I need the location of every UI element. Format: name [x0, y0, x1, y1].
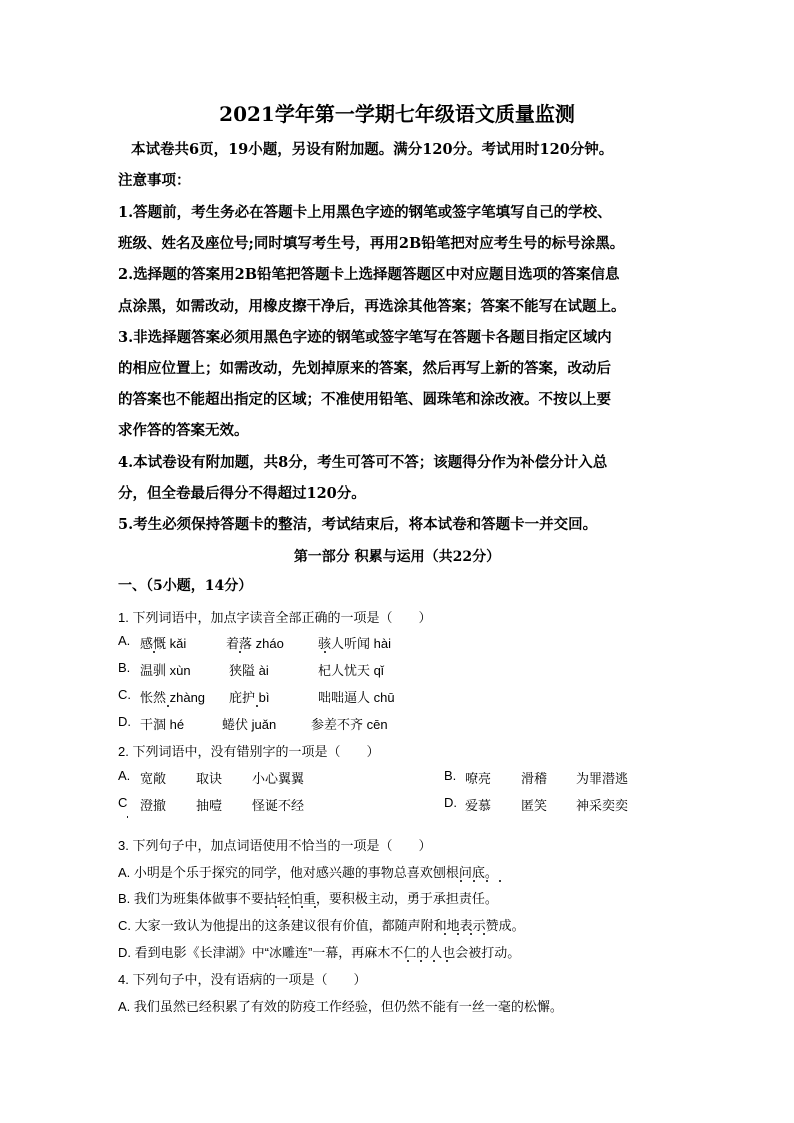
- emphasis-dot: [167, 705, 169, 707]
- notice-line: 的答案也不能超出指定的区域；不准使用铅笔、圆珠笔和涂改液。不按以上要: [118, 391, 611, 408]
- emphasis-dot: [460, 880, 462, 882]
- emphasis-dot: [446, 960, 448, 962]
- emphasis-dot: [457, 933, 459, 935]
- q2-option-item: 宽敞: [140, 771, 167, 786]
- notice-line: 的相应位置上；如需改动，先划掉原来的答案，然后再写上新的答案，改动后: [118, 360, 611, 377]
- notice-line: 3.非选择题答案必须用黑色字迹的钢笔或签字笔写在答题卡各题目指定区域内: [118, 329, 612, 346]
- q1-option-item: 骇人听闻 hài: [318, 636, 391, 651]
- emphasis-dot: [314, 906, 316, 908]
- notice-line: 点涂黑，如需改动，用橡皮擦干净后，再选涂其他答案；答案不能写在试题上。: [118, 298, 626, 315]
- q2-option-item: 取诀: [196, 771, 223, 786]
- q2-option-item: 澄撤: [140, 798, 167, 813]
- q3-option: A. 小明是个乐于探究的同学，他对感兴趣的事物总喜欢刨根问底。: [118, 865, 498, 880]
- q1-option-label: C.: [118, 687, 131, 702]
- emphasis-dot: [420, 960, 422, 962]
- q4-option: A. 我们虽然已经积累了有效的防疫工作经验，但仍然不能有一丝一毫的松懈。: [118, 999, 563, 1014]
- q1-option-label: D.: [118, 714, 131, 729]
- q2-option-item: 匿笑: [521, 798, 548, 813]
- page-title: 2021学年第一学期七年级语文质量监测: [219, 102, 575, 126]
- emphasis-dot: [473, 880, 475, 882]
- q3-option: B. 我们为班集体做事不要拈轻怕重，要积极主动，勇于承担责任。: [118, 891, 498, 906]
- question-2-stem: 2. 下列词语中，没有错别字的一项是（ ）: [118, 744, 380, 759]
- question-4-stem: 4. 下列句子中，没有语病的一项是（ ）: [118, 972, 367, 987]
- question-3-stem: 3. 下列句子中，加点词语使用不恰当的一项是（ ）: [118, 838, 432, 853]
- emphasis-dot: [444, 933, 446, 935]
- notice-line: 分，但全卷最后得分不得超过120分。: [118, 485, 366, 502]
- q2-option-item: 抽噎: [196, 798, 223, 813]
- q2-option-item: 爱慕: [465, 798, 492, 813]
- q3-option: D. 看到电影《长津湖》中“冰雕连”一幕，再麻木不仁的人也会被打动。: [118, 945, 521, 960]
- q1-option-item: 庇护 bì: [229, 690, 270, 705]
- notice-line: 5.考生必须保持答题卡的整洁，考试结束后，将本试卷和答题卡一并交回。: [118, 516, 598, 533]
- question-1-stem: 1. 下列词语中，加点字读音全部正确的一项是（ ）: [118, 610, 432, 625]
- q1-option-item: 着落 zháo: [226, 636, 284, 651]
- emphasis-dot: [433, 960, 435, 962]
- q2-option-item: 滑稽: [521, 771, 548, 786]
- notice-header: 注意事项：: [118, 172, 191, 189]
- exam-intro: 本试卷共6页，19小题，另设有附加题。满分120分。考试用时120分钟。: [131, 141, 614, 158]
- q1-option-item: 感慨 kǎi: [140, 636, 187, 651]
- notice-line: 1.答题前，考生务必在答题卡上用黑色字迹的钢笔或签字笔填写自己的学校、: [118, 204, 612, 221]
- q2-option-label: C: [118, 795, 128, 810]
- section-title: 一、（5小题，14分）: [118, 578, 253, 594]
- q1-option-item: 咄咄逼人 chū: [318, 690, 395, 705]
- part-title: 第一部分 积累与运用（共22分）: [293, 549, 501, 565]
- emphasis-dot: [288, 906, 290, 908]
- q1-option-item: 参差不齐 cēn: [311, 717, 388, 732]
- emphasis-dot: [407, 960, 409, 962]
- q1-option-label: A.: [118, 633, 131, 648]
- q2-option-item: 嘹亮: [465, 771, 492, 786]
- emphasis-dot: [256, 705, 258, 707]
- emphasis-dot: [301, 906, 303, 908]
- notice-line: 4.本试卷设有附加题，共8分，考生可答可不答；该题得分作为补偿分计入总: [118, 454, 608, 471]
- q1-option-item: 温驯 xùn: [140, 663, 191, 678]
- q1-option-item: 狭隘 ài: [229, 663, 269, 678]
- q2-option-label: A.: [118, 768, 131, 783]
- emphasis-dot: [324, 651, 326, 653]
- q2-option-item: 为罪潜逃: [576, 771, 629, 786]
- q1-option-item: 蜷伏 juǎn: [222, 717, 277, 732]
- q2-option-item: 小心翼翼: [252, 771, 305, 786]
- emphasis-dot: [486, 880, 488, 882]
- notice-line: 求作答的答案无效。: [118, 422, 249, 439]
- q2-option-label: B.: [444, 768, 457, 783]
- notice-line: 2.选择题的答案用2B铅笔把答题卡上选择题答题区中对应题目选项的答案信息: [118, 266, 620, 283]
- q1-option-item: 杞人忧天 qǐ: [318, 663, 384, 678]
- q2-option-item: 神采奕奕: [576, 798, 629, 813]
- q1-option-label: B.: [118, 660, 131, 675]
- stray-mark: [127, 816, 128, 818]
- q1-option-item: 怅然 zhàng: [140, 690, 206, 705]
- emphasis-dot: [499, 880, 501, 882]
- notice-line: 班级、姓名及座位号;同时填写考生号，再用2B铅笔把对应考生号的标号涂黑。: [118, 235, 625, 252]
- emphasis-dot: [470, 933, 472, 935]
- q1-option-item: 干涸 hé: [140, 717, 185, 732]
- emphasis-dot: [275, 906, 277, 908]
- emphasis-dot: [483, 933, 485, 935]
- emphasis-dot: [153, 651, 155, 653]
- q3-option: C. 大家一致认为他提出的这条建议很有价值，都随声附和地表示赞成。: [118, 918, 525, 933]
- q2-option-label: D.: [444, 795, 457, 810]
- emphasis-dot: [239, 651, 241, 653]
- q2-option-item: 怪诞不经: [252, 798, 305, 813]
